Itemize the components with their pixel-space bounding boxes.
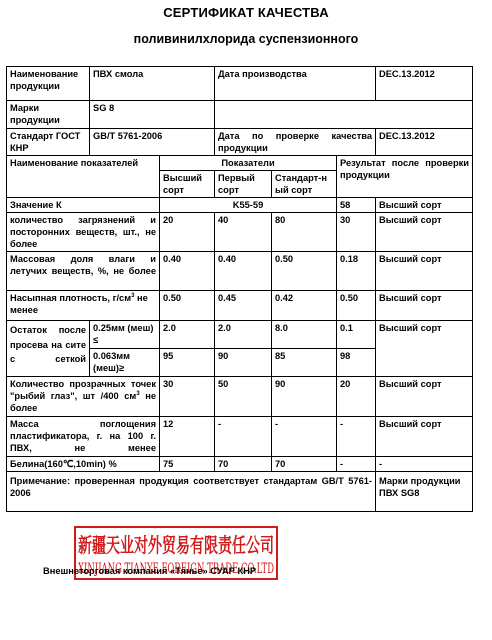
- brand-label: Марки продукции: [7, 101, 90, 129]
- row-sub2: 0.063мм (меш)≥: [90, 349, 160, 377]
- row-first: -: [215, 417, 272, 457]
- row-standard: 70: [272, 457, 337, 472]
- company-stamp: [74, 526, 278, 592]
- row-grade: Высший сорт: [376, 198, 473, 213]
- row-name: Массовая доля влаги и летучих веществ, %, не более: [7, 252, 160, 291]
- product-name-value: ПВХ смола: [90, 67, 215, 101]
- row-sub2-first: 90: [215, 349, 272, 377]
- row-range: K55-59: [160, 198, 337, 213]
- company-stamp-graphic: [74, 526, 278, 592]
- document-title: СЕРТИФИКАТ КАЧЕСТВА: [163, 5, 329, 20]
- row-standard: 0.42: [272, 291, 337, 321]
- col-grade-standard: Стандарт-н ый сорт: [272, 171, 337, 198]
- row-grade: Высший сорт: [376, 377, 473, 417]
- brand-value: SG 8: [90, 101, 215, 129]
- col-indicators: Показатели: [160, 156, 337, 171]
- row-result: -: [337, 457, 376, 472]
- row-standard: 90: [272, 377, 337, 417]
- row-result: 20: [337, 377, 376, 417]
- row-top: 0.50: [160, 291, 215, 321]
- table-row-impurities: [7, 213, 473, 252]
- row-top: 20: [160, 213, 215, 252]
- row-top: 0.40: [160, 252, 215, 291]
- row-name: Значение К: [7, 198, 160, 213]
- stamp-text-latin: XINJIANG TIANYE FOREIGN TRADE CO.LTD: [78, 561, 274, 577]
- row-result: -: [337, 417, 376, 457]
- col-grade-top: Высший сорт: [160, 171, 215, 198]
- document-subtitle: поливинилхлорида суспензионного: [133, 32, 359, 46]
- row-name: Количество прозрачных точек "рыбий глаз", шт /400 $см^3$ не более: [7, 377, 160, 417]
- table-row-whiteness: [7, 457, 473, 472]
- header-row-brand: [7, 101, 473, 129]
- row-top: 12: [160, 417, 215, 457]
- table-row-density: [7, 291, 473, 321]
- row-sub2-result: 98: [337, 349, 376, 377]
- stamp-text-chinese: 新疆天业对外贸易有限责任公司: [78, 533, 274, 557]
- row-grade: Высший сорт: [376, 213, 473, 252]
- row-name: Белина(160℃,10min) %: [7, 457, 160, 472]
- certificate-table: [6, 66, 473, 512]
- row-name: Масса поглощения пластификатора, г. на 100 г. ПВХ, не менее: [7, 417, 160, 457]
- row-name: количество загрязнений и посторонних веществ, шт., не более: [7, 213, 160, 252]
- col-indicator-name: Наименование показателей: [7, 156, 160, 198]
- row-first: 0.45: [215, 291, 272, 321]
- row-top: 75: [160, 457, 215, 472]
- check-date-value: DEC.13.2012: [376, 129, 473, 156]
- row-sub1-standard: 8.0: [272, 321, 337, 349]
- product-name-label: Наименование продукции: [7, 67, 90, 101]
- note-text: Примечание: проверенная продукция соответствует стандартам GB/T 5761-2006: [7, 472, 376, 512]
- row-sub1: 0.25мм (меш) ≤: [90, 321, 160, 349]
- header-row-product: [7, 67, 473, 101]
- table-row-fisheye: [7, 377, 473, 417]
- row-sub2-top: 95: [160, 349, 215, 377]
- row-first: 70: [215, 457, 272, 472]
- row-first: 40: [215, 213, 272, 252]
- row-standard: 80: [272, 213, 337, 252]
- row-standard: 0.50: [272, 252, 337, 291]
- col-grade-first: Первый сорт: [215, 171, 272, 198]
- row-first: 50: [215, 377, 272, 417]
- standard-label: Стандарт ГОСТ КНР: [7, 129, 90, 156]
- table-row-k-value: [7, 198, 473, 213]
- row-grade: Высший сорт: [376, 291, 473, 321]
- header-row-standard: [7, 129, 473, 156]
- note-brand: Марки продукции ПВХ SG8: [376, 472, 473, 512]
- row-name: Остаток после просева на сите с сеткой: [7, 321, 90, 377]
- table-row-plasticizer: [7, 417, 473, 457]
- row-sub1-result: 0.1: [337, 321, 376, 349]
- row-grade: Высший сорт: [376, 321, 473, 377]
- row-result: 0.50: [337, 291, 376, 321]
- column-header-row-1: [7, 156, 473, 171]
- row-grade: Высший сорт: [376, 252, 473, 291]
- table-row-residue-1: [7, 321, 473, 349]
- table-row-note: [7, 472, 473, 512]
- header-blank: [215, 101, 473, 129]
- row-top: 30: [160, 377, 215, 417]
- table-row-moisture: [7, 252, 473, 291]
- check-date-label: Дата по проверке качества продукции: [215, 129, 376, 156]
- production-date-label: Дата производства: [215, 67, 376, 101]
- row-name: Насыпная плотность, $г/см^3$ не менее: [7, 291, 160, 321]
- row-result: 58: [337, 198, 376, 213]
- row-sub2-standard: 85: [272, 349, 337, 377]
- row-standard: -: [272, 417, 337, 457]
- row-result: 0.18: [337, 252, 376, 291]
- production-date-value: DEC.13.2012: [376, 67, 473, 101]
- row-grade: -: [376, 457, 473, 472]
- row-grade: Высший сорт: [376, 417, 473, 457]
- row-sub1-top: 2.0: [160, 321, 215, 349]
- footer-company: Внешнеторговая компания «Тянье» СУАР КНР: [43, 566, 257, 576]
- col-result: Результат после проверки продукции: [337, 156, 473, 198]
- row-result: 30: [337, 213, 376, 252]
- row-sub1-first: 2.0: [215, 321, 272, 349]
- row-first: 0.40: [215, 252, 272, 291]
- standard-value: GB/T 5761-2006: [90, 129, 215, 156]
